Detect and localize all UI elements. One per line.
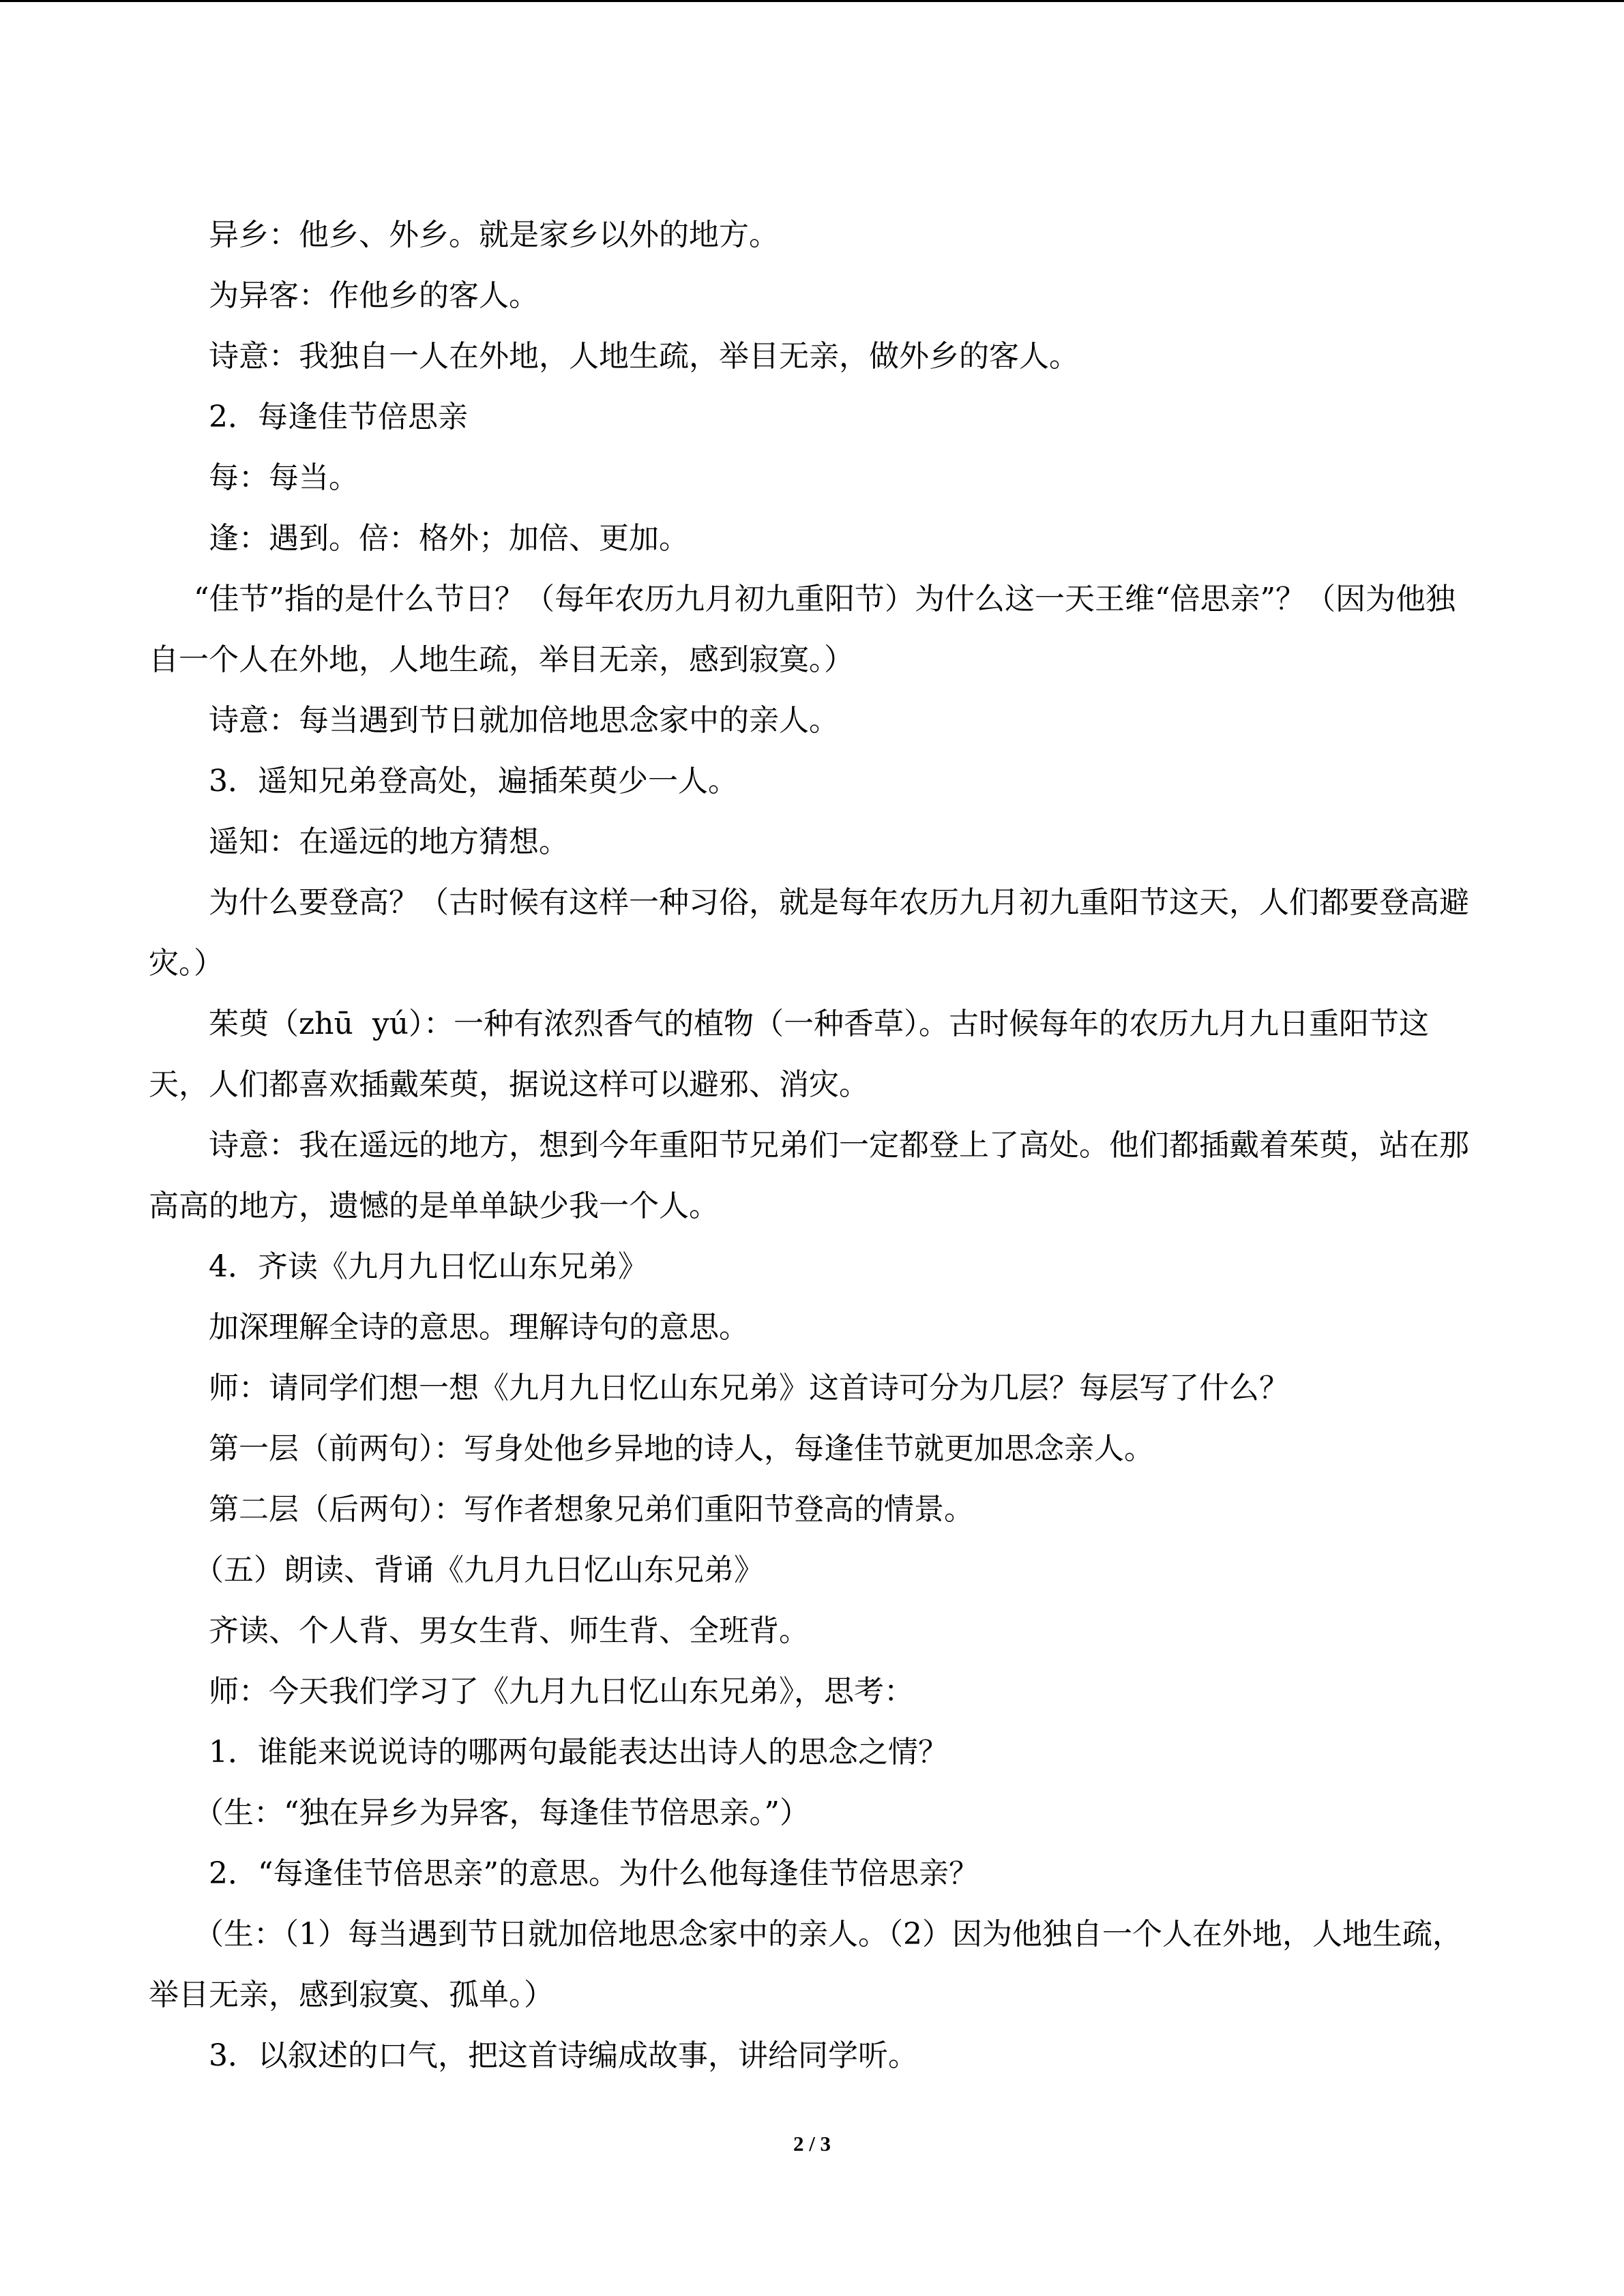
paragraph: 逢：遇到。倍：格外；加倍、更加。: [209, 521, 689, 556]
paragraph: 为什么要登高？（古时候有这样一种习俗，就是每年农历九月初九重阳节这天，人们都要登高避灾。）: [149, 885, 1469, 981]
paragraph: 每：每当。: [209, 460, 359, 495]
paragraph: 茱萸（zhū yú）：一种有浓烈香气的植物（一种香草）。古时候每年的农历九月九日重阳节这天，人们都喜欢插戴茱萸，据说这样可以避邪、消灾。: [149, 1007, 1430, 1102]
paragraph: 诗意：每当遇到节日就加倍地思念家中的亲人。: [209, 703, 839, 738]
paragraph: 诗意：我在遥远的地方，想到今年重阳节兄弟们一定都登上了高处。他们都插戴着茱萸，站在那高高的地方，遗憾的是单单缺少我一个人。: [149, 1128, 1469, 1223]
page-top-rule: [0, 0, 1624, 2]
paragraph: 第一层（前两句）：写身处他乡异地的诗人，每逢佳节就更加思念亲人。: [209, 1431, 1154, 1466]
document-body: [149, 205, 1475, 2086]
paragraph: （生：（1）每当遇到节日就加倍地思念家中的亲人。（2）因为他独自一个人在外地，人地生疏，举目无亲，感到寂寞、孤单。）: [149, 1917, 1462, 2012]
paragraph: （生：“独在异乡为异客，每逢佳节倍思亲。”）: [194, 1795, 810, 1830]
paragraph: 诗意：我独自一人在外地，人地生疏，举目无亲，做外乡的客人。: [209, 339, 1079, 374]
paragraph: 遥知：在遥远的地方猜想。: [209, 824, 569, 859]
paragraph: 第二层（后两句）：写作者想象兄弟们重阳节登高的情景。: [209, 1492, 974, 1527]
paragraph: 2．每逢佳节倍思亲: [209, 400, 468, 434]
paragraph: 师：请同学们想一想《九月九日忆山东兄弟》这首诗可分为几层？每层写了什么？: [209, 1371, 1289, 1405]
paragraph: 2．“每逢佳节倍思亲”的意思。为什么他每逢佳节倍思亲？: [209, 1856, 979, 1891]
paragraph: 3．遥知兄弟登高处，遍插茱萸少一人。: [209, 764, 738, 799]
page-number: 2 / 3: [793, 2132, 831, 2156]
paragraph: 异乡：他乡、外乡。就是家乡以外的地方。: [209, 218, 779, 252]
paragraph: 加深理解全诗的意思。理解诗句的意思。: [209, 1310, 749, 1345]
paragraph: 1．谁能来说说诗的哪两句最能表达出诗人的思念之情？: [209, 1735, 948, 1770]
paragraph: 师：今天我们学习了《九月九日忆山东兄弟》，思考：: [209, 1674, 914, 1709]
paragraph: （五）朗读、背诵《九月九日忆山东兄弟》: [194, 1553, 764, 1587]
paragraph: “佳节”指的是什么节日？（每年农历九月初九重阳节）为什么这一天王维“倍思亲”？（因为他独自一个人在外地，人地生疏，举目无亲，感到寂寞。）: [149, 582, 1456, 677]
paragraph: 为异客：作他乡的客人。: [209, 278, 539, 313]
paragraph: 齐读、个人背、男女生背、师生背、全班背。: [209, 1613, 809, 1648]
paragraph: 4．齐读《九月九日忆山东兄弟》: [209, 1249, 648, 1284]
paragraph: 3．以叙述的口气，把这首诗编成故事，讲给同学听。: [209, 2038, 918, 2073]
